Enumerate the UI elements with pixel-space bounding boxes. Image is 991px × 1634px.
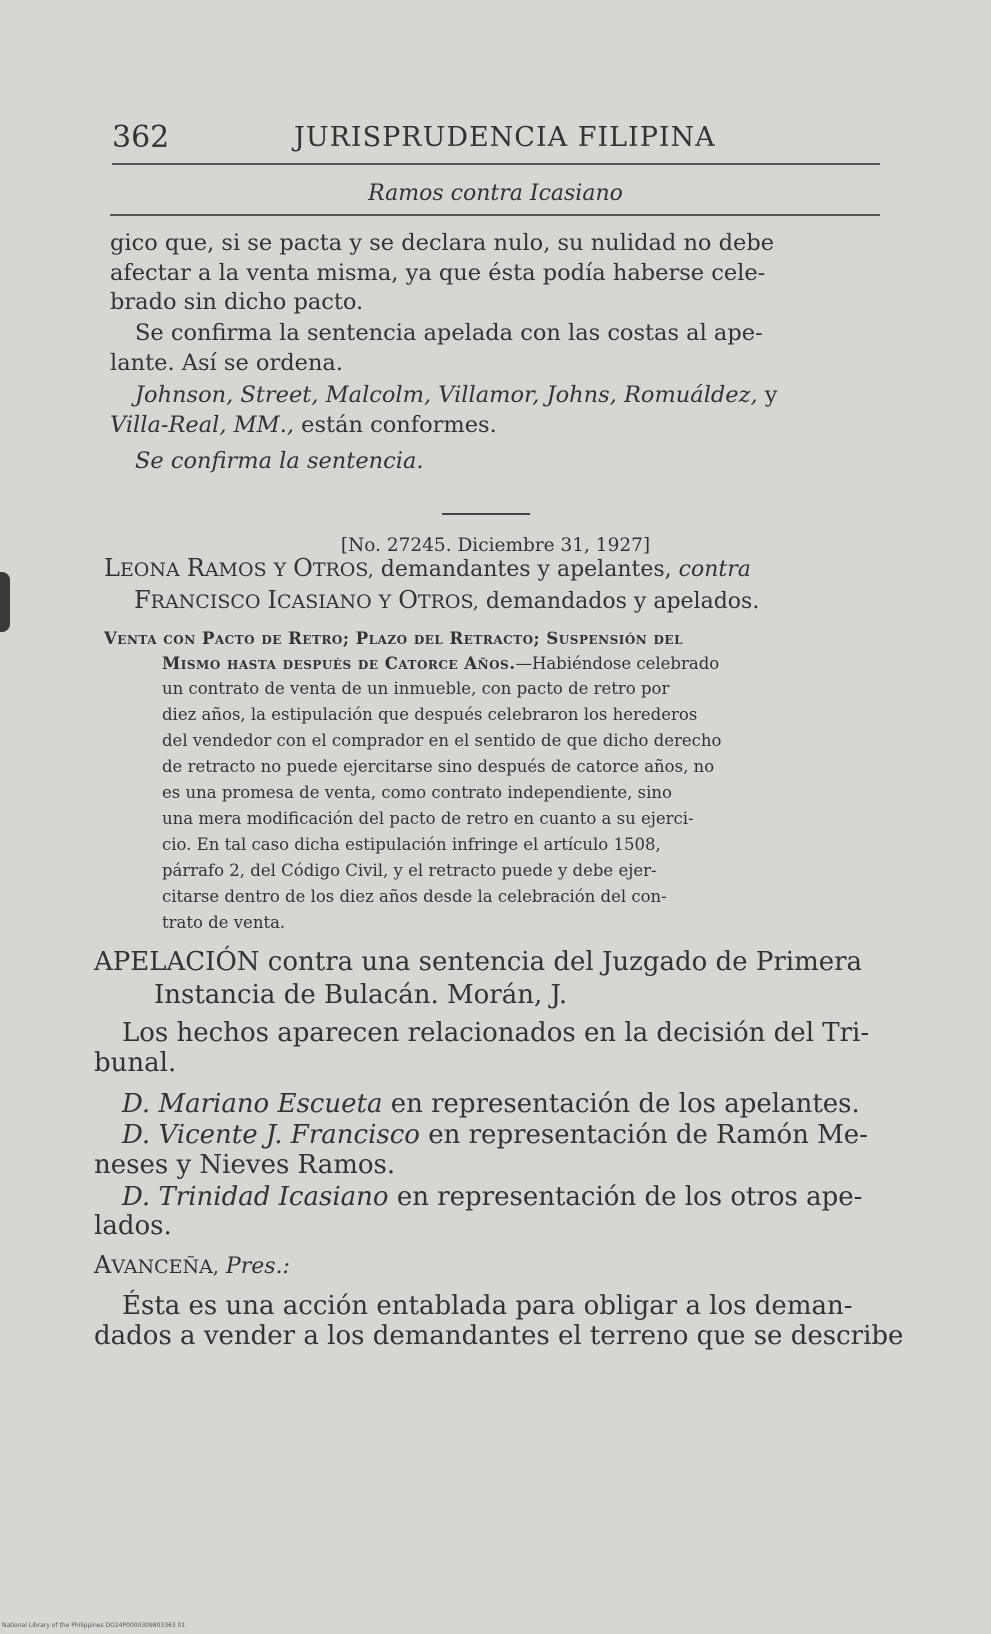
contra-word: contra <box>678 557 751 582</box>
smallcap: VANCEÑA, <box>111 1256 219 1278</box>
appeal-line-cont: Instancia de Bulacán. Morán, J. <box>154 980 568 1010</box>
justices-y: y <box>764 382 778 408</box>
syllabus-line: párrafo 2, del Código Civil, y el retracto puede y debe ejer- <box>162 861 657 880</box>
journal-title: JURISPRUDENCIA FILIPINA <box>294 122 716 153</box>
cap: A <box>94 1251 112 1279</box>
running-header <box>112 120 912 160</box>
smallcap: CASIANO <box>276 591 372 613</box>
facts-line-cont: bunal. <box>94 1048 177 1078</box>
cap: R <box>186 554 205 582</box>
counsel-entry-cont: lados. <box>94 1211 172 1241</box>
smallcap: AMOS <box>204 559 267 581</box>
syllabus-line: cio. En tal caso dicha estipulación infringe el artículo 1508, <box>162 835 661 854</box>
syllabus-heading: Venta con Pacto de Retro; Plazo del Retracto; Suspensión del <box>104 629 684 648</box>
syllabus-line: del vendedor con el comprador en el sentido de que dicho derecho <box>162 731 722 750</box>
smallcap: RANCISCO <box>150 591 261 613</box>
header-rule-top <box>112 163 880 165</box>
counsel-name: D. Trinidad Icasiano <box>122 1182 389 1212</box>
ponente <box>94 1248 290 1284</box>
smallcap: Y <box>273 559 287 581</box>
ponente-title: Pres.: <box>225 1254 290 1279</box>
header-rule-bottom <box>110 214 880 216</box>
appeal-text: contra una sentencia del Juzgado de Primera <box>267 947 863 977</box>
digitization-credit: National Library of the Philippines DO24P0000309803363 01 <box>2 1622 186 1629</box>
facts-line: Los hechos aparecen relacionados en la decisión del Tri- <box>122 1018 870 1048</box>
appeal-line <box>94 945 862 979</box>
syllabus-line: un contrato de venta de un inmueble, con pacto de retro por <box>162 679 670 698</box>
justices-concur-text: están conformes. <box>301 412 497 438</box>
justices-names-cont: Villa-Real, MM., <box>110 412 295 438</box>
smallcap: EONA <box>119 559 180 581</box>
case-short-title: Ramos contra Icasiano <box>368 181 623 206</box>
prev-case-line: Se confirma la sentencia apelada con las costas al ape- <box>135 320 763 346</box>
section-divider <box>442 513 530 515</box>
prev-case-line: afectar a la venta misma, ya que ésta podía haberse cele- <box>110 260 766 286</box>
smallcap: TROS, <box>312 559 374 581</box>
prev-case-line: lante. Así se ordena. <box>110 350 343 376</box>
opinion-line: Ésta es una acción entablada para obligar a los deman- <box>122 1291 853 1321</box>
party-role: demandantes y apelantes, <box>380 557 672 582</box>
syllabus-line: citarse dentro de los diez años desde la celebración del con- <box>162 887 667 906</box>
cap: O <box>293 554 313 582</box>
counsel-role: en representación de los otros ape- <box>396 1182 863 1212</box>
page-number: 362 <box>112 120 170 155</box>
counsel-role: en representación de los apelantes. <box>390 1089 860 1119</box>
cap: L <box>104 554 120 582</box>
counsel-role: en representación de Ramón Me- <box>428 1120 868 1150</box>
syllabus-line: de retracto no puede ejercitarse sino después de catorce años, no <box>162 757 715 776</box>
cap: O <box>398 586 418 614</box>
syllabus-heading-cont <box>162 651 719 677</box>
cap: F <box>134 586 151 614</box>
justices-names: Johnson, Street, Malcolm, Villamor, Johns, Romuáldez, <box>135 382 758 408</box>
counsel-entry <box>122 1087 860 1121</box>
cap: I <box>267 586 277 614</box>
docket-number: [No. 27245. Diciembre 31, 1927] <box>340 535 651 556</box>
smallcap: TROS, <box>417 591 479 613</box>
syllabus-heading-part: Mismo hasta después de Catorce Años. <box>162 654 516 673</box>
syllabus-line: es una promesa de venta, como contrato independiente, sino <box>162 783 672 802</box>
concurring-justices <box>135 380 778 410</box>
disposition: Se confirma la sentencia. <box>135 448 424 474</box>
syllabus-line: trato de venta. <box>162 913 286 932</box>
counsel-name: D. Vicente J. Francisco <box>122 1120 420 1150</box>
parties-plaintiffs <box>104 553 751 585</box>
syllabus-text-part: —Habiéndose celebrado <box>515 654 720 673</box>
counsel-entry-cont: neses y Nieves Ramos. <box>94 1150 396 1180</box>
appeal-word: APELACIÓN <box>94 947 260 977</box>
concurring-justices-cont <box>110 410 497 440</box>
smallcap: Y <box>378 591 392 613</box>
syllabus-line: diez años, la estipulación que después celebraron los herederos <box>162 705 698 724</box>
opinion-line: dados a vender a los demandantes el terreno que se describe <box>94 1321 904 1351</box>
prev-case-line: brado sin dicho pacto. <box>110 289 364 315</box>
binding-edge-mark <box>0 572 10 632</box>
party-role: demandados y apelados. <box>485 589 760 614</box>
counsel-entry <box>122 1180 862 1214</box>
parties-defendants <box>134 585 759 617</box>
syllabus-line: una mera modificación del pacto de retro en cuanto a su ejerci- <box>162 809 694 828</box>
prev-case-line: gico que, si se pacta y se declara nulo, su nulidad no debe <box>110 230 775 256</box>
counsel-name: D. Mariano Escueta <box>122 1089 383 1119</box>
counsel-entry <box>122 1118 868 1152</box>
